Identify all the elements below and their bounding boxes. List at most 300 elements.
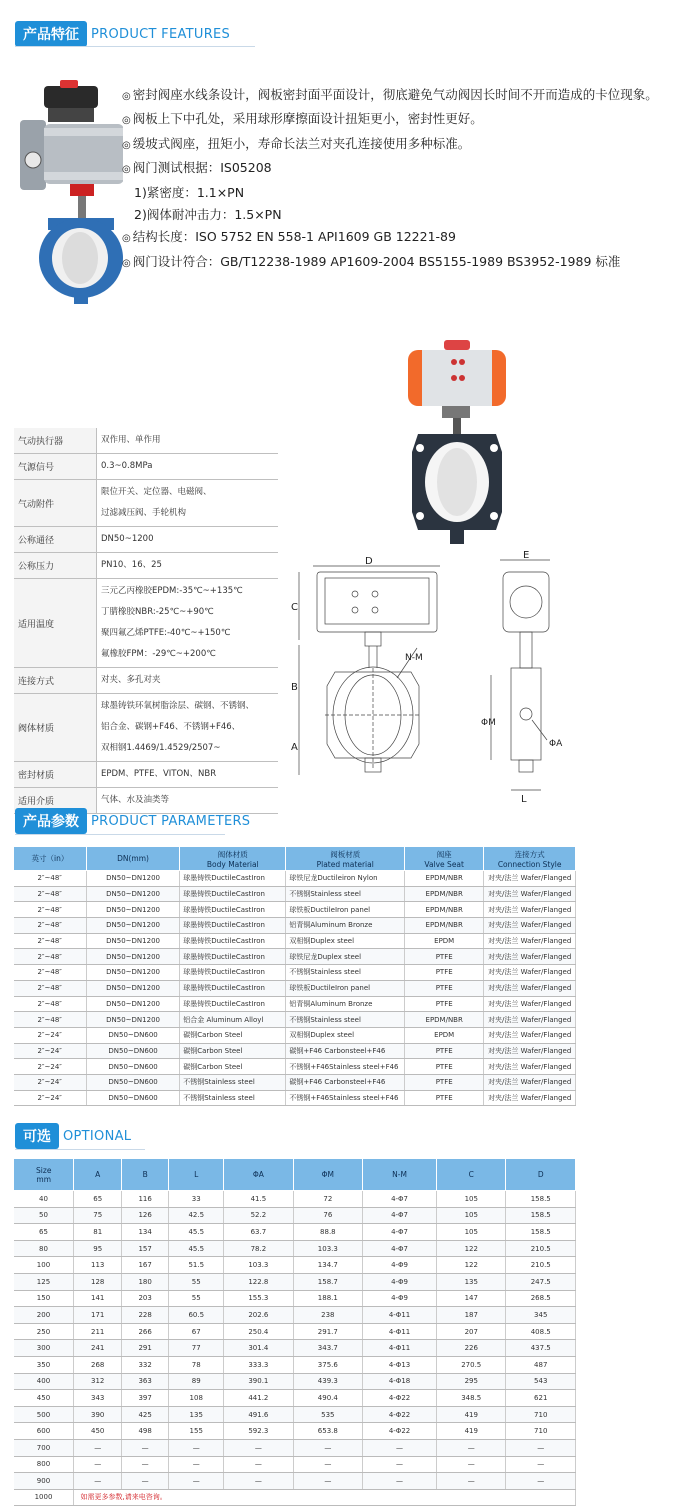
opt-cell: — [224, 1473, 293, 1490]
opt-cell: 134.7 [293, 1257, 362, 1274]
table-row [14, 1439, 576, 1456]
opt-cell: 65 [14, 1224, 74, 1241]
spec-key: 连接方式 [14, 668, 97, 694]
opt-note: 如需更多参数,请来电咨询。 [74, 1489, 576, 1506]
opt-cell: 301.4 [224, 1340, 293, 1357]
opt-cell: 55 [169, 1290, 224, 1307]
opt-column-header [14, 1159, 74, 1191]
param-column-en: Body Material [206, 859, 259, 869]
spec-value-line: 球墨铸铁环氧树脂涂层、碳钢、不锈钢、 [101, 701, 255, 711]
param-column-en: Plated material [316, 859, 374, 869]
opt-cell: 78 [169, 1356, 224, 1373]
opt-cell: 72 [293, 1191, 362, 1208]
opt-cell: 4-Φ11 [363, 1340, 437, 1357]
opt-cell: 122 [437, 1240, 506, 1257]
param-cell: 球铁板DuctileIron panel [286, 902, 405, 918]
opt-cell: 592.3 [224, 1423, 293, 1440]
param-column-en: Connection Style [497, 859, 562, 869]
param-cell: 球铁尼龙Ductileiron Nylon [286, 871, 405, 887]
dim-label-oa: ΦA [549, 739, 563, 749]
table-row [14, 1090, 576, 1106]
table-row [14, 918, 576, 934]
feature-item: ◎ 密封阀座水线条设计，阀板密封面平面设计，彻底避免气动阀因长时间不开而造成的卡位现象。 [122, 84, 662, 108]
opt-cell: 128 [74, 1273, 121, 1290]
opt-cell: 439.3 [293, 1373, 362, 1390]
spec-value-line: 限位开关、定位器、电磁阀、 [101, 487, 212, 497]
opt-cell: 291.7 [293, 1323, 362, 1340]
spec-value-line: 铝合金、碳钢+F46、不锈钢+F46、 [101, 722, 241, 732]
opt-cell: 487 [506, 1356, 576, 1373]
table-row [14, 1373, 576, 1390]
opt-cell: — [293, 1439, 362, 1456]
opt-cell: — [437, 1439, 506, 1456]
param-cell: 对夹/法兰 Wafer/Flanged [484, 933, 576, 949]
table-row [14, 933, 576, 949]
params-title-cn: 产品参数 [15, 808, 87, 834]
param-cell: EPDM [405, 933, 484, 949]
pneumatic-valve-photo-orange [398, 338, 516, 548]
param-cell: DN50~DN600 [86, 1059, 179, 1075]
opt-cell: 345 [506, 1307, 576, 1324]
opt-cell: 210.5 [506, 1240, 576, 1257]
param-cell: PTFE [405, 980, 484, 996]
opt-cell: 75 [74, 1207, 121, 1224]
opt-cell: 155.3 [224, 1290, 293, 1307]
param-column-cn: 阀体材质 [217, 849, 248, 859]
spec-row [14, 428, 278, 454]
opt-column-header [74, 1159, 121, 1191]
opt-cell: 67 [169, 1323, 224, 1340]
param-column-cn: DN(mm) [117, 854, 149, 863]
table-row [14, 886, 576, 902]
param-cell: 对夹/法兰 Wafer/Flanged [484, 871, 576, 887]
opt-column-header [121, 1159, 168, 1191]
opt-cell: 40 [14, 1191, 74, 1208]
opt-cell: 390 [74, 1406, 121, 1423]
opt-cell: — [121, 1473, 168, 1490]
param-cell: 碳钢Carbon Steel [180, 1059, 286, 1075]
dim-label-b: B [291, 682, 298, 693]
table-row [14, 1043, 576, 1059]
opt-cell: 291 [121, 1340, 168, 1357]
opt-cell: 312 [74, 1373, 121, 1390]
table-row [14, 1273, 576, 1290]
param-cell: 球墨铸铁DuctileCastIron [180, 965, 286, 981]
opt-cell: 158.5 [506, 1224, 576, 1241]
opt-cell: 50 [14, 1207, 74, 1224]
opt-cell: — [224, 1439, 293, 1456]
spec-value-line: EPDM、PTFE、VITON、NBR [101, 769, 217, 779]
opt-cell: 135 [437, 1273, 506, 1290]
opt-cell: — [363, 1456, 437, 1473]
spec-value-line: 过滤减压阀、手轮机构 [101, 508, 187, 518]
opt-cell: 343 [74, 1390, 121, 1407]
feature-item: ◎ 阀板上下中孔处，采用球形摩擦面设计扭矩更小，密封性更好。 [122, 108, 662, 132]
opt-column-label: mm [36, 1174, 52, 1184]
param-cell: 对夹/法兰 Wafer/Flanged [484, 965, 576, 981]
table-row [14, 1340, 576, 1357]
opt-cell: 105 [437, 1207, 506, 1224]
opt-cell: 203 [121, 1290, 168, 1307]
spec-value-line: 对夹、多孔对夹 [101, 675, 161, 685]
opt-cell: 147 [437, 1290, 506, 1307]
opt-cell: — [121, 1439, 168, 1456]
opt-column-label: L [194, 1170, 199, 1179]
opt-cell: — [506, 1473, 576, 1490]
opt-cell: 300 [14, 1340, 74, 1357]
opt-cell: 122.8 [224, 1273, 293, 1290]
table-row [14, 1257, 576, 1274]
opt-cell: 268 [74, 1356, 121, 1373]
table-row [14, 1423, 576, 1440]
param-cell: 不锈钢+F46Stainless steel+F46 [286, 1090, 405, 1106]
spec-value [97, 579, 279, 668]
param-cell: 对夹/法兰 Wafer/Flanged [484, 918, 576, 934]
opt-cell: — [169, 1439, 224, 1456]
opt-cell: 141 [74, 1290, 121, 1307]
opt-cell: 4-Φ18 [363, 1373, 437, 1390]
param-cell: 铝青铜Aluminum Bronze [286, 918, 405, 934]
param-cell: 对夹/法兰 Wafer/Flanged [484, 996, 576, 1012]
opt-cell: 491.6 [224, 1406, 293, 1423]
opt-cell: — [363, 1473, 437, 1490]
table-row [14, 1059, 576, 1075]
spec-value-line: 氟橡胶FPM：-29℃~+200℃ [101, 649, 216, 659]
param-cell: DN50~DN600 [86, 1090, 179, 1106]
param-cell: 对夹/法兰 Wafer/Flanged [484, 1074, 576, 1090]
opt-cell: 710 [506, 1423, 576, 1440]
spec-value [97, 454, 279, 480]
param-column-header [14, 847, 87, 871]
opt-cell: 332 [121, 1356, 168, 1373]
opt-cell: 419 [437, 1406, 506, 1423]
opt-cell: 226 [437, 1340, 506, 1357]
opt-cell: 158.5 [506, 1207, 576, 1224]
opt-cell: 4-Φ22 [363, 1423, 437, 1440]
spec-value [97, 762, 279, 788]
opt-cell: 158.7 [293, 1273, 362, 1290]
param-cell: 对夹/法兰 Wafer/Flanged [484, 949, 576, 965]
param-cell: 球墨铸铁DuctileCastIron [180, 933, 286, 949]
param-cell: EPDM/NBR [405, 918, 484, 934]
table-row [14, 1240, 576, 1257]
opt-cell: 134 [121, 1224, 168, 1241]
param-cell: 2″~24″ [14, 1027, 87, 1043]
opt-cell: 535 [293, 1406, 362, 1423]
opt-cell: 77 [169, 1340, 224, 1357]
param-cell: 2″~48″ [14, 886, 87, 902]
feature-item: ◎ 缓坡式阀座，扭矩小，寿命长法兰对夹孔连接使用多种标准。 [122, 133, 662, 157]
spec-value [97, 428, 279, 454]
dim-label-l: L [521, 794, 527, 805]
spec-row [14, 553, 278, 579]
spec-value [97, 527, 279, 553]
opt-cell: — [169, 1456, 224, 1473]
param-cell: 不锈钢Stainless steel [180, 1090, 286, 1106]
param-cell: 球墨铸铁DuctileCastIron [180, 918, 286, 934]
opt-cell: 60.5 [169, 1307, 224, 1324]
table-row [14, 871, 576, 887]
param-cell: 2″~48″ [14, 902, 87, 918]
opt-column-label: Size [36, 1165, 52, 1175]
spec-value-line: 丁腈橡胶NBR:-25℃~+90℃ [101, 607, 214, 617]
param-cell: DN50~DN1200 [86, 933, 179, 949]
spec-table [14, 428, 278, 814]
opt-cell: 408.5 [506, 1323, 576, 1340]
opt-cell: 207 [437, 1323, 506, 1340]
param-cell: 球铁尼龙Duplex steel [286, 949, 405, 965]
spec-value-line: 0.3~0.8MPa [101, 461, 153, 471]
opt-cell: 180 [121, 1273, 168, 1290]
opt-cell: 4-Φ7 [363, 1224, 437, 1241]
opt-column-header [363, 1159, 437, 1191]
param-cell: 球墨铸铁DuctileCastIron [180, 871, 286, 887]
opt-cell: — [293, 1456, 362, 1473]
param-cell: DN50~DN1200 [86, 980, 179, 996]
opt-cell: 52.2 [224, 1207, 293, 1224]
opt-cell: 400 [14, 1373, 74, 1390]
param-cell: DN50~DN600 [86, 1027, 179, 1043]
opt-cell: 4-Φ9 [363, 1273, 437, 1290]
param-column-cn: 阀座 [436, 849, 452, 859]
dimension-drawing [285, 550, 585, 805]
spec-row [14, 527, 278, 553]
spec-value [97, 668, 279, 694]
opt-cell: 105 [437, 1224, 506, 1241]
spec-row [14, 579, 278, 668]
opt-cell: 900 [14, 1473, 74, 1490]
dim-label-nm: N-M [405, 653, 423, 663]
param-cell: 2″~48″ [14, 980, 87, 996]
param-cell: 2″~48″ [14, 965, 87, 981]
opt-cell: 103.3 [293, 1240, 362, 1257]
param-cell: 对夹/法兰 Wafer/Flanged [484, 902, 576, 918]
opt-cell: 113 [74, 1257, 121, 1274]
opt-cell: — [121, 1456, 168, 1473]
table-row [14, 902, 576, 918]
opt-column-label: D [537, 1170, 544, 1179]
opt-cell: 1000 [14, 1489, 74, 1506]
param-column-header [180, 847, 286, 871]
params-section-header [15, 808, 250, 834]
features-title-en: PRODUCT FEATURES [91, 26, 231, 42]
param-cell: 2″~48″ [14, 949, 87, 965]
opt-cell: 108 [169, 1390, 224, 1407]
table-row [14, 1489, 576, 1506]
opt-cell: 419 [437, 1423, 506, 1440]
param-cell: DN50~DN1200 [86, 996, 179, 1012]
opt-cell: 268.5 [506, 1290, 576, 1307]
param-cell: PTFE [405, 1090, 484, 1106]
param-cell: DN50~DN1200 [86, 965, 179, 981]
feature-item: ◎ 阀门设计符合：GB/T12238-1989 AP1609-2004 BS5155-1989 BS3952-1989 标准 [122, 251, 662, 275]
opt-cell: 45.5 [169, 1240, 224, 1257]
spec-key: 公称通径 [14, 527, 97, 553]
opt-cell: 88.8 [293, 1224, 362, 1241]
opt-cell: — [363, 1439, 437, 1456]
opt-cell: 270.5 [437, 1356, 506, 1373]
optional-section-header [15, 1123, 131, 1149]
param-cell: EPDM [405, 1027, 484, 1043]
dim-label-e: E [523, 550, 530, 561]
param-cell: 2″~48″ [14, 1012, 87, 1028]
opt-cell: 211 [74, 1323, 121, 1340]
param-column-header [484, 847, 576, 871]
param-cell: 球墨铸铁DuctileCastIron [180, 980, 286, 996]
opt-cell: 4-Φ7 [363, 1207, 437, 1224]
opt-cell: 441.2 [224, 1390, 293, 1407]
opt-cell: 200 [14, 1307, 74, 1324]
spec-value-line: 双作用、单作用 [101, 435, 161, 445]
param-column-cn: 阀板材质 [330, 849, 361, 859]
param-column-header [286, 847, 405, 871]
param-cell: 对夹/法兰 Wafer/Flanged [484, 980, 576, 996]
opt-cell: 425 [121, 1406, 168, 1423]
opt-column-label: C [468, 1170, 474, 1179]
opt-column-header [437, 1159, 506, 1191]
param-cell: EPDM/NBR [405, 902, 484, 918]
table-row [14, 1074, 576, 1090]
opt-cell: 210.5 [506, 1257, 576, 1274]
opt-cell: 250.4 [224, 1323, 293, 1340]
table-row [14, 1456, 576, 1473]
param-cell: EPDM/NBR [405, 871, 484, 887]
opt-cell: 4-Φ7 [363, 1240, 437, 1257]
spec-value-line: DN50~1200 [101, 534, 154, 544]
opt-cell: 710 [506, 1406, 576, 1423]
opt-cell: 167 [121, 1257, 168, 1274]
param-cell: 铝青铜Aluminum Bronze [286, 996, 405, 1012]
opt-cell: 450 [74, 1423, 121, 1440]
param-cell: 不锈钢Stainless steel [286, 965, 405, 981]
table-row [14, 1012, 576, 1028]
param-cell: DN50~DN1200 [86, 949, 179, 965]
param-cell: PTFE [405, 949, 484, 965]
opt-column-label: N-M [392, 1170, 407, 1179]
table-row [14, 1207, 576, 1224]
opt-cell: 78.2 [224, 1240, 293, 1257]
opt-cell: 4-Φ22 [363, 1390, 437, 1407]
opt-cell: 187 [437, 1307, 506, 1324]
param-cell: 对夹/法兰 Wafer/Flanged [484, 1043, 576, 1059]
opt-cell: 41.5 [224, 1191, 293, 1208]
opt-cell: 80 [14, 1240, 74, 1257]
spec-value-line: 双相钢1.4469/1.4529/2507~ [101, 743, 221, 753]
param-cell: 2″~24″ [14, 1059, 87, 1075]
param-column-header [86, 847, 179, 871]
opt-cell: 202.6 [224, 1307, 293, 1324]
param-column-header [405, 847, 484, 871]
spec-key: 密封材质 [14, 762, 97, 788]
param-cell: 2″~24″ [14, 1074, 87, 1090]
opt-cell: — [437, 1473, 506, 1490]
param-cell: 对夹/法兰 Wafer/Flanged [484, 1090, 576, 1106]
opt-column-header [506, 1159, 576, 1191]
param-cell: DN50~DN600 [86, 1074, 179, 1090]
param-cell: PTFE [405, 1074, 484, 1090]
param-cell: 碳钢Carbon Steel [180, 1043, 286, 1059]
dim-label-om: ΦM [481, 718, 496, 728]
opt-cell: 4-Φ7 [363, 1191, 437, 1208]
opt-cell: 126 [121, 1207, 168, 1224]
param-cell: 不锈钢Stainless steel [286, 886, 405, 902]
param-cell: 对夹/法兰 Wafer/Flanged [484, 1059, 576, 1075]
param-cell: 2″~48″ [14, 996, 87, 1012]
spec-value [97, 480, 279, 527]
table-row [14, 1390, 576, 1407]
opt-cell: 543 [506, 1373, 576, 1390]
param-cell: 2″~48″ [14, 918, 87, 934]
opt-column-label: B [142, 1170, 148, 1179]
divider [15, 1149, 145, 1150]
opt-cell: 343.7 [293, 1340, 362, 1357]
spec-row [14, 668, 278, 694]
divider [15, 834, 225, 835]
feature-item: ◎ 结构长度：ISO 5752 EN 558-1 API1609 GB 12221-89 [122, 226, 662, 250]
spec-key: 气动执行器 [14, 428, 97, 454]
opt-cell: 155 [169, 1423, 224, 1440]
opt-cell: 158.5 [506, 1191, 576, 1208]
opt-cell: 100 [14, 1257, 74, 1274]
param-cell: 对夹/法兰 Wafer/Flanged [484, 1012, 576, 1028]
opt-cell: 125 [14, 1273, 74, 1290]
opt-column-label: A [95, 1170, 101, 1179]
table-row [14, 1027, 576, 1043]
opt-cell: 116 [121, 1191, 168, 1208]
spec-key: 阀体材质 [14, 694, 97, 762]
opt-cell: 295 [437, 1373, 506, 1390]
features-title-cn: 产品特征 [15, 21, 87, 47]
opt-cell: 390.1 [224, 1373, 293, 1390]
opt-cell: 350 [14, 1356, 74, 1373]
spec-row [14, 480, 278, 527]
dim-label-a: A [291, 742, 298, 753]
opt-cell: 95 [74, 1240, 121, 1257]
opt-cell: 103.3 [224, 1257, 293, 1274]
opt-cell: 171 [74, 1307, 121, 1324]
param-cell: DN50~DN600 [86, 1043, 179, 1059]
opt-column-header [293, 1159, 362, 1191]
optional-title-en: OPTIONAL [63, 1128, 132, 1144]
table-row [14, 1307, 576, 1324]
opt-cell: 135 [169, 1406, 224, 1423]
param-cell: 球墨铸铁DuctileCastIron [180, 886, 286, 902]
param-column-cn: 英寸（in） [31, 854, 69, 863]
opt-cell: 241 [74, 1340, 121, 1357]
opt-cell: 105 [437, 1191, 506, 1208]
opt-cell: 800 [14, 1456, 74, 1473]
opt-cell: 42.5 [169, 1207, 224, 1224]
features-list [122, 84, 662, 275]
opt-cell: 76 [293, 1207, 362, 1224]
opt-cell: 4-Φ9 [363, 1290, 437, 1307]
param-cell: 铝合金 Aluminum Alloyl [180, 1012, 286, 1028]
parameters-table [13, 846, 576, 1106]
opt-cell: 63.7 [224, 1224, 293, 1241]
opt-column-header [224, 1159, 293, 1191]
optional-title-cn: 可选 [15, 1123, 59, 1149]
opt-cell: — [224, 1456, 293, 1473]
table-row [14, 980, 576, 996]
opt-cell: 33 [169, 1191, 224, 1208]
table-row [14, 1323, 576, 1340]
param-cell: 2″~24″ [14, 1043, 87, 1059]
opt-cell: 51.5 [169, 1257, 224, 1274]
opt-cell: — [506, 1456, 576, 1473]
param-cell: EPDM/NBR [405, 886, 484, 902]
pneumatic-valve-photo-blue [8, 80, 123, 308]
param-cell: DN50~DN1200 [86, 886, 179, 902]
